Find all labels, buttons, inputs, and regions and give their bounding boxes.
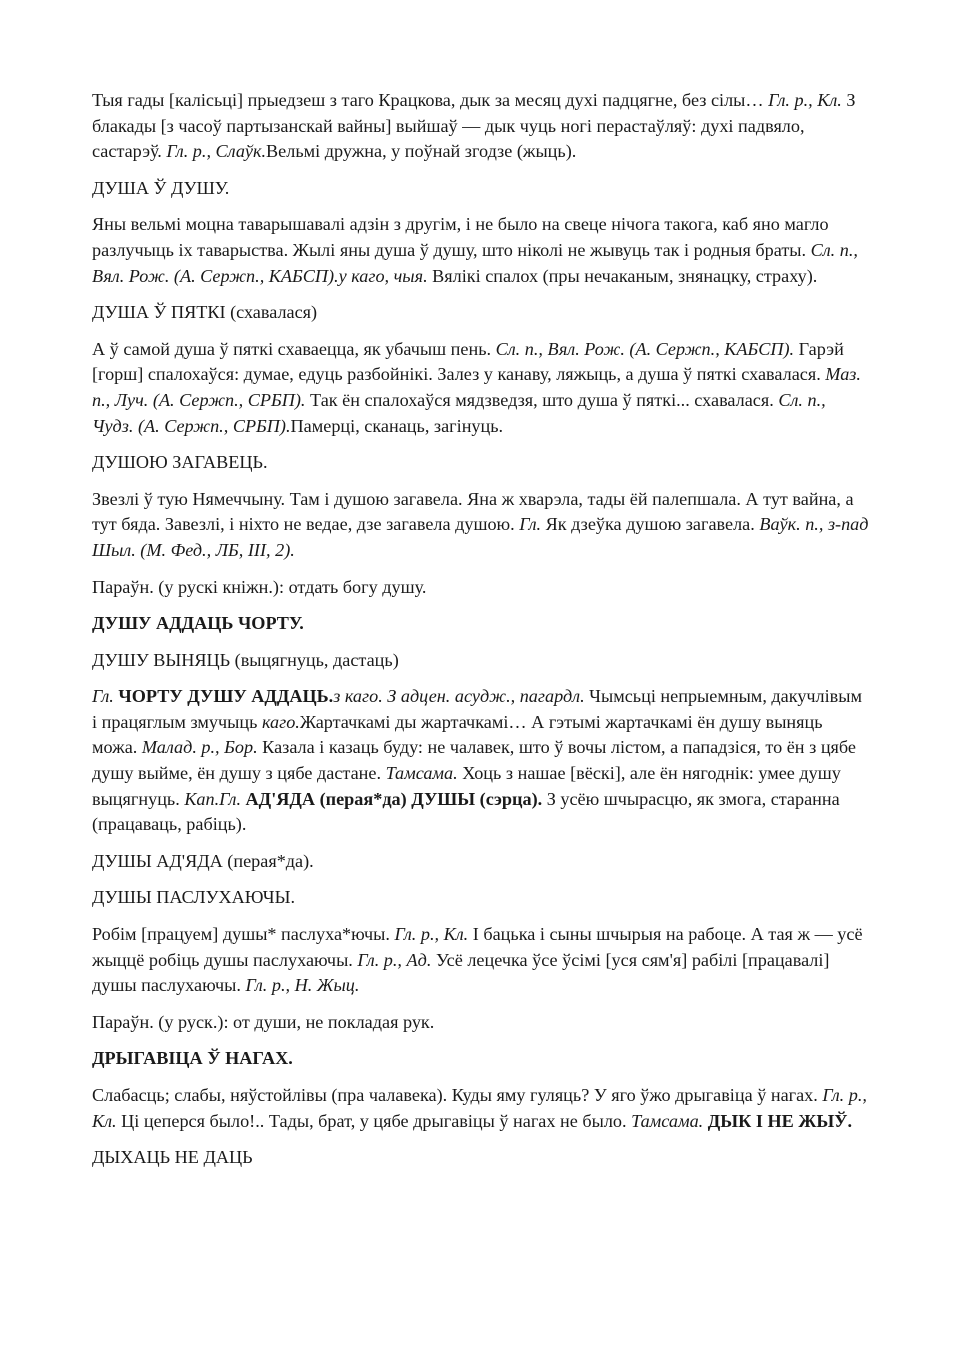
text-run: Жартачкамі ды жартачкамі… А гэтымі жартачкамі ён душу выняць можа.: [92, 711, 823, 758]
entry-heading: [92, 176, 870, 202]
text-run: Параўн. (у рускі кніжн.): отдать богу душу.: [92, 576, 427, 597]
text-run: Робім [працуем] душы* паслуха*ючы.: [92, 924, 395, 945]
source-citation: Гл. р., Слаўк.: [166, 141, 267, 162]
entry-paragraph: [92, 1083, 870, 1134]
text-run: Слабасць; слабы, няўстойлівы (пра чалавека). Куды яму гуляць? У яго ўжо дрыгавіца ў нагах.: [92, 1085, 823, 1105]
text-run: А ў самой душа ў пяткі схаваецца, як убачыш пень.: [92, 338, 496, 359]
entry-heading: [92, 611, 870, 637]
entry-paragraph: [92, 88, 870, 165]
source-citation: Гл. р., Н. Жыц.: [245, 975, 360, 996]
entry-paragraph: [92, 337, 870, 439]
text-run: ДУША Ў ДУШУ.: [92, 177, 230, 198]
bold-phrase: ДЫК І НЕ ЖЫЎ.: [707, 1110, 853, 1131]
text-run: Так ён спалохаўся мядзведзя, што душа ў пяткі... схавалася.: [305, 389, 779, 410]
text-run: ДУШЫ АД'ЯДА (перая*да).: [92, 850, 314, 871]
entry-heading: [92, 300, 870, 326]
text-run: Параўн. (у руск.): от души, не покладая рук.: [92, 1011, 435, 1032]
bold-phrase: ЧОРТУ ДУШУ АДДАЦЬ.: [118, 686, 334, 707]
entry-paragraph: [92, 487, 870, 564]
bold-phrase: АД'ЯДА (перая*да) ДУШЫ (сэрца).: [245, 788, 543, 809]
text-run: Гарэй [горш] спалохаўся: думае, едуць разбойнікі. Залез у канаву, ляжыць, а душа ў пяткі схавалася.: [92, 338, 844, 385]
entry-heading: [92, 1145, 870, 1171]
text-run: Яны вельмі моцна таварышавалі адзін з другім, і не было на свеце нічога такога, каб яно магло разлучыць іх таварыства. Жылі яны душа ў душу, што ніколі не жывуць так і родныя браты.: [92, 214, 829, 260]
entry-paragraph: [92, 212, 870, 289]
text-run: Ці цеперся было!.. Тады, брат, у цябе дрыгавіцы ў нагах не было.: [116, 1110, 632, 1131]
bold-phrase: ДРЫГАВІЦА Ў НАГАХ.: [92, 1048, 293, 1069]
entry-heading: [92, 1046, 870, 1072]
source-citation: Тамсама.: [385, 763, 458, 784]
source-citation: Маз. п., Луч. (А. Сержп., СРБП).: [92, 364, 861, 410]
source-citation: Гл. р., Кл.: [92, 1085, 867, 1131]
text-run: Як дзеўка душою загавела.: [541, 514, 760, 535]
text-run: ДУШУ ВЫНЯЦЬ (выцягнуць, дастаць): [92, 649, 399, 670]
source-citation: Гл. р., Ад.: [357, 949, 432, 970]
entry-heading: [92, 885, 870, 911]
source-citation: Гл. р., Кл.: [768, 90, 842, 110]
source-citation: Ваўк. п., з-пад Шыл. (М. Фед., ЛБ, ІІІ, 2).: [92, 514, 869, 560]
source-citation: каго.: [261, 711, 300, 732]
text-run: Тыя гады [каліcьці] прыедзеш з таго Крацкова, дык за месяц духі падцягне, без сілы…: [92, 90, 769, 110]
entry-heading: [92, 450, 870, 476]
entry-paragraph: [92, 922, 870, 999]
entry-paragraph: [92, 684, 870, 838]
source-citation: Гл. р., Кл.: [394, 924, 469, 945]
text-run: Вялікі спалох (пры нечаканым, знянацку, страху).: [427, 265, 818, 286]
text-run: І бацька і сыны шчырыя на рабоце. А тая ж — усё жыццё робіць душы паслухаючы.: [92, 924, 863, 970]
text-run: Казала і казаць буду: не чалавек, што ў вочы лістом, а пападзіся, то ён з цябе душу выйме, ён душу з цябе дастане.: [92, 737, 856, 784]
text-run: З усёю шчырасцю, як змога, старанна (працаваць, рабіць).: [92, 788, 840, 835]
source-citation: Тамсама.: [631, 1110, 704, 1131]
source-citation: з каго. З адцен. асудж., пагардл.: [333, 686, 585, 707]
entry-paragraph: [92, 1010, 870, 1036]
entry-heading: [92, 648, 870, 674]
source-citation: Сл. п., Вял. Рож. (А. Сержп., КАБСП).у каго, чыя.: [92, 239, 858, 286]
source-citation: Сл. п., Вял. Рож. (А. Сержп., КАБСП).: [495, 338, 795, 359]
text-run: Хоць з нашае [вёскі], але ён нягоднік: умее душу выцягнуць.: [92, 763, 841, 809]
text-run: ДУШОЮ ЗАГАВЕЦЬ.: [92, 452, 268, 473]
source-citation: Гл.: [519, 514, 542, 535]
text-run: Усё лецечка ўсе ўсімі [уся сям'я] рабілі [працавалі] душы паслухаючы.: [92, 949, 830, 996]
text-run: З блакады [з часоў партызанскай вайны] выйшаў — дык чуць ногі перастаўляў: духі падвяло, састарэў.: [92, 90, 856, 162]
entry-heading: [92, 849, 870, 875]
text-run: ДУШЫ ПАСЛУХАЮЧЫ.: [92, 887, 296, 908]
text-run: Звезлі ў тую Нямеччыну. Там і душою загавела. Яна ж хварэла, тады ёй палепшала. А тут вайна, а тут бяда. Завезлі, і ніхто не ведае, дзе загавела душою.: [92, 488, 854, 535]
source-citation: Гл.: [92, 686, 114, 707]
text-run: Вельмі дружна, у поўнай згодзе (жыць).: [266, 141, 577, 162]
bold-phrase: ДУШУ АДДАЦЬ ЧОРТУ.: [92, 613, 304, 634]
entry-paragraph: [92, 575, 870, 601]
text-run: ДУША Ў ПЯТКІ (схавалася): [92, 302, 318, 323]
source-citation: Кап.Гл.: [184, 788, 241, 809]
source-citation: Малад. р., Бор.: [141, 737, 258, 758]
text-run: Чымсьці непрыемным, дакучлівым і працяглым змучыць: [92, 686, 863, 732]
text-run: ДЫХАЦЬ НЕ ДАЦЬ: [92, 1147, 253, 1168]
text-run: Памерці, сканаць, загінуць.: [290, 415, 504, 436]
source-citation: Сл. п., Чудз. (А. Сержп., СРБП).: [92, 389, 826, 436]
